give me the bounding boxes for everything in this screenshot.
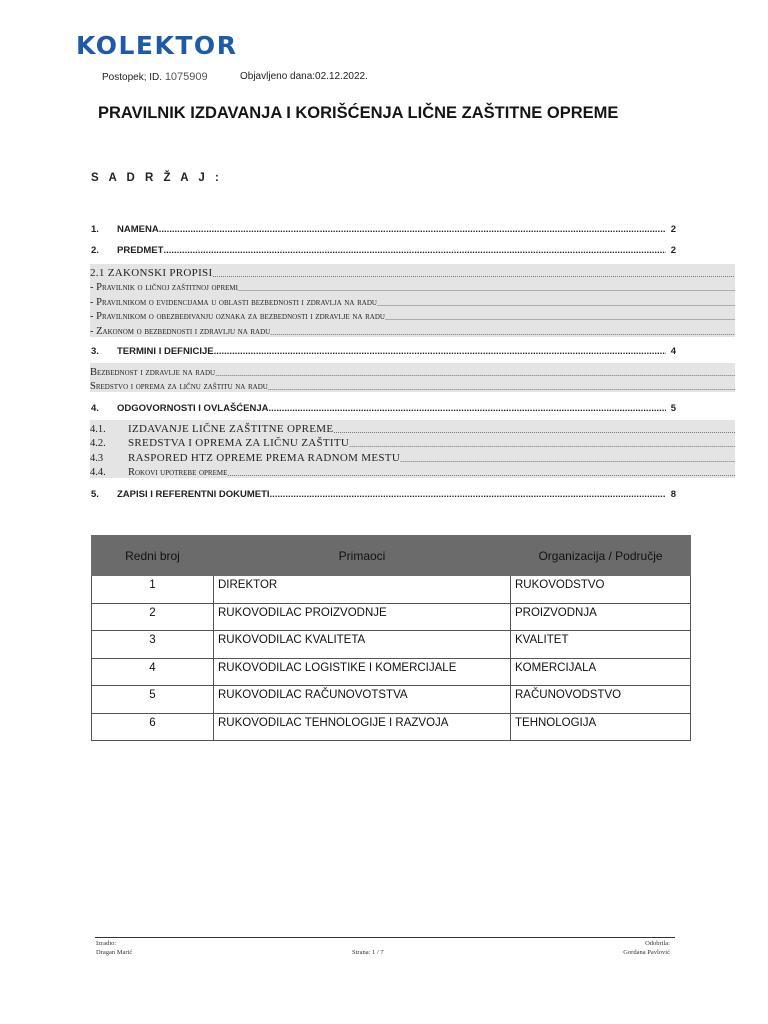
toc-sub-number: 4.1.: [90, 423, 106, 435]
toc-leader: [270, 328, 735, 337]
footer-prepared: [96, 939, 132, 957]
toc-sub-label: SREDSTVA I OPREMA ZA LIČNU ZAŠTITU: [128, 437, 350, 449]
recipient-cell: RUKOVODILAC PROIZVODNJE: [214, 603, 511, 631]
toc-entry-predmet[interactable]: [91, 240, 676, 256]
toc-leader: [159, 224, 666, 235]
toc-number: 2.: [91, 245, 99, 256]
toc-page: 8: [670, 489, 676, 500]
toc-sub-label: RASPORED HTZ OPREME PREMA RADNOM MESTU: [128, 451, 401, 464]
toc-subentry[interactable]: [90, 363, 735, 378]
procedure-label: Postopek; ID.: [102, 72, 163, 83]
contents-heading: S A D R Ž A J :: [91, 172, 223, 184]
toc-entry-odgovornosti[interactable]: [91, 398, 676, 414]
toc-page: 2: [670, 224, 676, 235]
column-header: Organizacija / Područje: [511, 536, 691, 576]
toc-sub-label: Rokovi upotrebe opreme: [128, 467, 228, 478]
organization-cell: TEHNOLOGIJA: [511, 713, 691, 741]
toc-leader: [269, 403, 667, 414]
approved-by: Gordana Pavlović: [623, 949, 670, 956]
toc-leader: [214, 346, 666, 357]
toc-sub-number: 4.3: [90, 452, 104, 464]
organization-cell: KOMERCIJALA: [511, 658, 691, 686]
toc-number: 3.: [91, 346, 99, 357]
recipient-cell: RUKOVODILAC KVALITETA: [214, 631, 511, 659]
toc-entry-namena[interactable]: [91, 219, 676, 235]
organization-cell: RAČUNOVODSTVO: [511, 686, 691, 714]
toc-leader: [385, 313, 735, 322]
row-number-cell: 6: [92, 713, 214, 741]
toc-leader: [215, 369, 735, 378]
column-header: Primaoci: [214, 536, 511, 576]
row-number-cell: 3: [92, 631, 214, 659]
footer-approved: [610, 939, 670, 957]
toc-page: 2: [670, 245, 676, 256]
footer-divider: [95, 937, 675, 938]
toc-leader: [400, 455, 735, 464]
toc-sub-label: Bezbednost i zdravlje na radu: [90, 366, 216, 378]
toc-subsection-block-3: [90, 363, 735, 392]
toc-subsection-block-2: [90, 264, 735, 337]
toc-sub-number: 4.4.: [90, 467, 106, 478]
company-logo: KOLEKTOR: [76, 31, 238, 60]
toc-sub-label: - Pravilnik o ličnoj zaštitnoj opremi: [90, 282, 238, 293]
toc-leader: [227, 469, 735, 478]
toc-subsection-block-4: [90, 420, 735, 478]
toc-sub-label: Sredstvo i oprema za ličnu zaštitu na radu: [90, 381, 268, 392]
toc-sub-label: 2.1 ZAKONSKI PROPISI: [90, 266, 213, 279]
row-number-cell: 1: [92, 576, 214, 604]
toc-entry-termini[interactable]: [91, 341, 676, 357]
toc-subentry[interactable]: [90, 322, 735, 337]
toc-subentry[interactable]: [90, 464, 735, 479]
recipient-cell: RUKOVODILAC LOGISTIKE I KOMERCIJALE: [214, 658, 511, 686]
approved-label: Odobrila:: [645, 940, 670, 947]
recipient-cell: DIREKTOR: [214, 576, 511, 604]
organization-cell: RUKOVODSTVO: [511, 576, 691, 604]
table-row: [92, 631, 691, 659]
toc-subentry[interactable]: [90, 420, 735, 435]
toc-subentry[interactable]: [90, 279, 735, 294]
toc-page: 5: [670, 403, 676, 414]
row-number-cell: 2: [92, 603, 214, 631]
toc-leader: [333, 426, 735, 435]
toc-leader: [163, 245, 666, 256]
toc-subentry[interactable]: [90, 264, 735, 279]
recipients-table: [91, 535, 691, 741]
toc-subentry[interactable]: [90, 435, 735, 450]
toc-page: 4: [670, 346, 676, 357]
toc-leader: [238, 284, 735, 293]
recipient-cell: RUKOVODILAC TEHNOLOGIJE I RAZVOJA: [214, 713, 511, 741]
toc-subentry[interactable]: [90, 308, 735, 323]
toc-leader: [270, 489, 666, 500]
prepared-by: Dragan Marić: [96, 949, 133, 956]
toc-label: NAMENA: [117, 224, 159, 235]
toc-sub-number: 4.2.: [90, 438, 106, 449]
table-row: [92, 686, 691, 714]
row-number-cell: 5: [92, 686, 214, 714]
table-row: [92, 658, 691, 686]
table-header-row: [92, 536, 691, 576]
table-row: [92, 713, 691, 741]
toc-sub-label: - Zakonom o bezbednosti i zdravlju na radu: [90, 325, 271, 337]
row-number-cell: 4: [92, 658, 214, 686]
toc-subentry[interactable]: [90, 378, 735, 393]
toc-entry-zapisi[interactable]: [91, 484, 676, 500]
toc-label: ZAPISI I REFERENTNI DOKUMETI: [117, 489, 270, 500]
table-row: [92, 576, 691, 604]
organization-cell: KVALITET: [511, 631, 691, 659]
toc-label: ODGOVORNOSTI I OVLAŠĆENJA: [117, 403, 269, 414]
toc-leader: [377, 299, 735, 308]
toc-leader: [349, 440, 735, 449]
toc-sub-label: IZDAVANJE LIČNE ZAŠTITNE OPREME: [128, 422, 334, 435]
table-row: [92, 603, 691, 631]
toc-subentry[interactable]: [90, 449, 735, 464]
published-date: Objavljeno dana:02.12.2022.: [240, 71, 368, 82]
toc-number: 1.: [91, 224, 99, 235]
toc-number: 4.: [91, 403, 99, 414]
column-header: Redni broj: [92, 536, 214, 576]
prepared-label: Izradio:: [96, 940, 117, 947]
toc-leader: [268, 383, 735, 392]
toc-label: TERMINI I DEFNICIJE: [117, 346, 214, 357]
toc-sub-label: - Pravilnikom o obezbeđivanju oznaka za bezbednosti i zdravlje na radu: [90, 311, 385, 322]
procedure-id-number: 1075909: [164, 71, 208, 83]
toc-sub-label: - Pravilnikom o evidencijama u oblasti bezbednosti i zdravlja na radu: [90, 296, 377, 308]
toc-label: PREDMET: [117, 245, 164, 256]
toc-number: 5.: [91, 489, 99, 500]
recipient-cell: RUKOVODILAC RAČUNOVOTSTVA: [214, 686, 511, 714]
procedure-id: [102, 71, 208, 83]
toc-subentry[interactable]: [90, 293, 735, 308]
document-title: PRAVILNIK IZDAVANJA I KORIŠĆENJA LIČNE ZAŠTITNE OPREME: [98, 104, 619, 122]
page-number: Strana: 1 / 7: [352, 949, 384, 956]
toc-leader: [212, 270, 735, 279]
organization-cell: PROIZVODNJA: [511, 603, 691, 631]
